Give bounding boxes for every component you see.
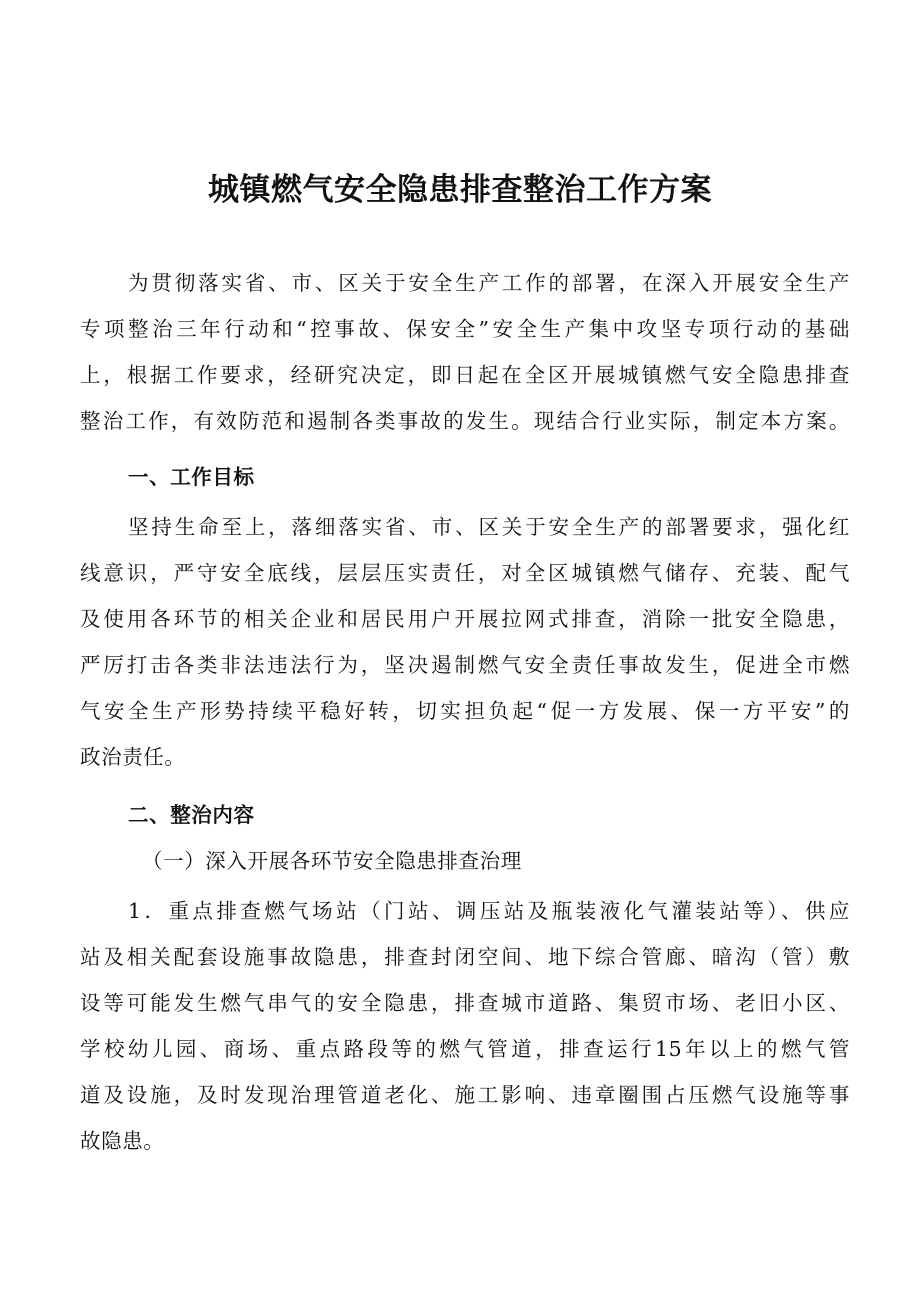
paragraph-line: 整治工作，有效防范和遏制各类事故的发生。现结合行业实际，制定本方案。 (80, 409, 850, 433)
section-2-subsection (80, 838, 850, 884)
paragraph-line: 设等可能发生燃气串气的安全隐患，排查城市道路、集贸市场、老旧小区、 (80, 991, 850, 1015)
paragraph-line: 学校幼儿园、商场、重点路段等的燃气管道，排查运行15年以上的燃气管 (80, 1037, 850, 1061)
section-2 (80, 792, 850, 838)
paragraph-line: 政治责任。 (80, 745, 186, 769)
intro-paragraph (80, 260, 850, 444)
paragraph-line: 为贯彻落实省、市、区关于安全生产工作的部署，在深入开展安全生产 (128, 271, 850, 295)
paragraph-line: 故隐患。 (80, 1129, 165, 1153)
paragraph-line: 道及设施，及时发现治理管道老化、施工影响、违章圈围占压燃气设施等事 (80, 1083, 850, 1107)
paragraph-line: 站及相关配套设施事故隐患，排查封闭空间、地下综合管廊、暗沟（管）敷 (80, 945, 850, 969)
section-heading: 二、整治内容 (128, 803, 255, 827)
document-title: 城镇燃气安全隐患排查整治工作方案 (208, 172, 712, 208)
subsection-heading: （一）深入开展各环节安全隐患排查治理 (142, 849, 522, 873)
section-1 (80, 454, 850, 500)
paragraph-line: 严厉打击各类非法违法行为，坚决遏制燃气安全责任事故发生，促进全市燃 (80, 653, 850, 677)
paragraph-line: 及使用各环节的相关企业和居民用户开展拉网式排查，消除一批安全隐患， (80, 607, 850, 631)
section-heading: 一、工作目标 (128, 465, 255, 489)
paragraph-line: 专项整治三年行动和“控事故、保安全”安全生产集中攻坚专项行动的基础 (80, 317, 850, 341)
section-2-item-1 (80, 888, 850, 1164)
paragraph-line: 1．重点排查燃气场站（门站、调压站及瓶装液化气灌装站等）、供应 (128, 899, 850, 923)
paragraph-line: 坚持生命至上，落细落实省、市、区关于安全生产的部署要求，强化红 (128, 515, 850, 539)
paragraph-line: 上，根据工作要求，经研究决定，即日起在全区开展城镇燃气安全隐患排查 (80, 363, 850, 387)
paragraph-line: 气安全生产形势持续平稳好转，切实担负起“促一方发展、保一方平安”的 (80, 699, 850, 723)
section-1-paragraph (80, 504, 850, 780)
paragraph-line: 线意识，严守安全底线，层层压实责任，对全区城镇燃气储存、充装、配气 (80, 561, 850, 585)
